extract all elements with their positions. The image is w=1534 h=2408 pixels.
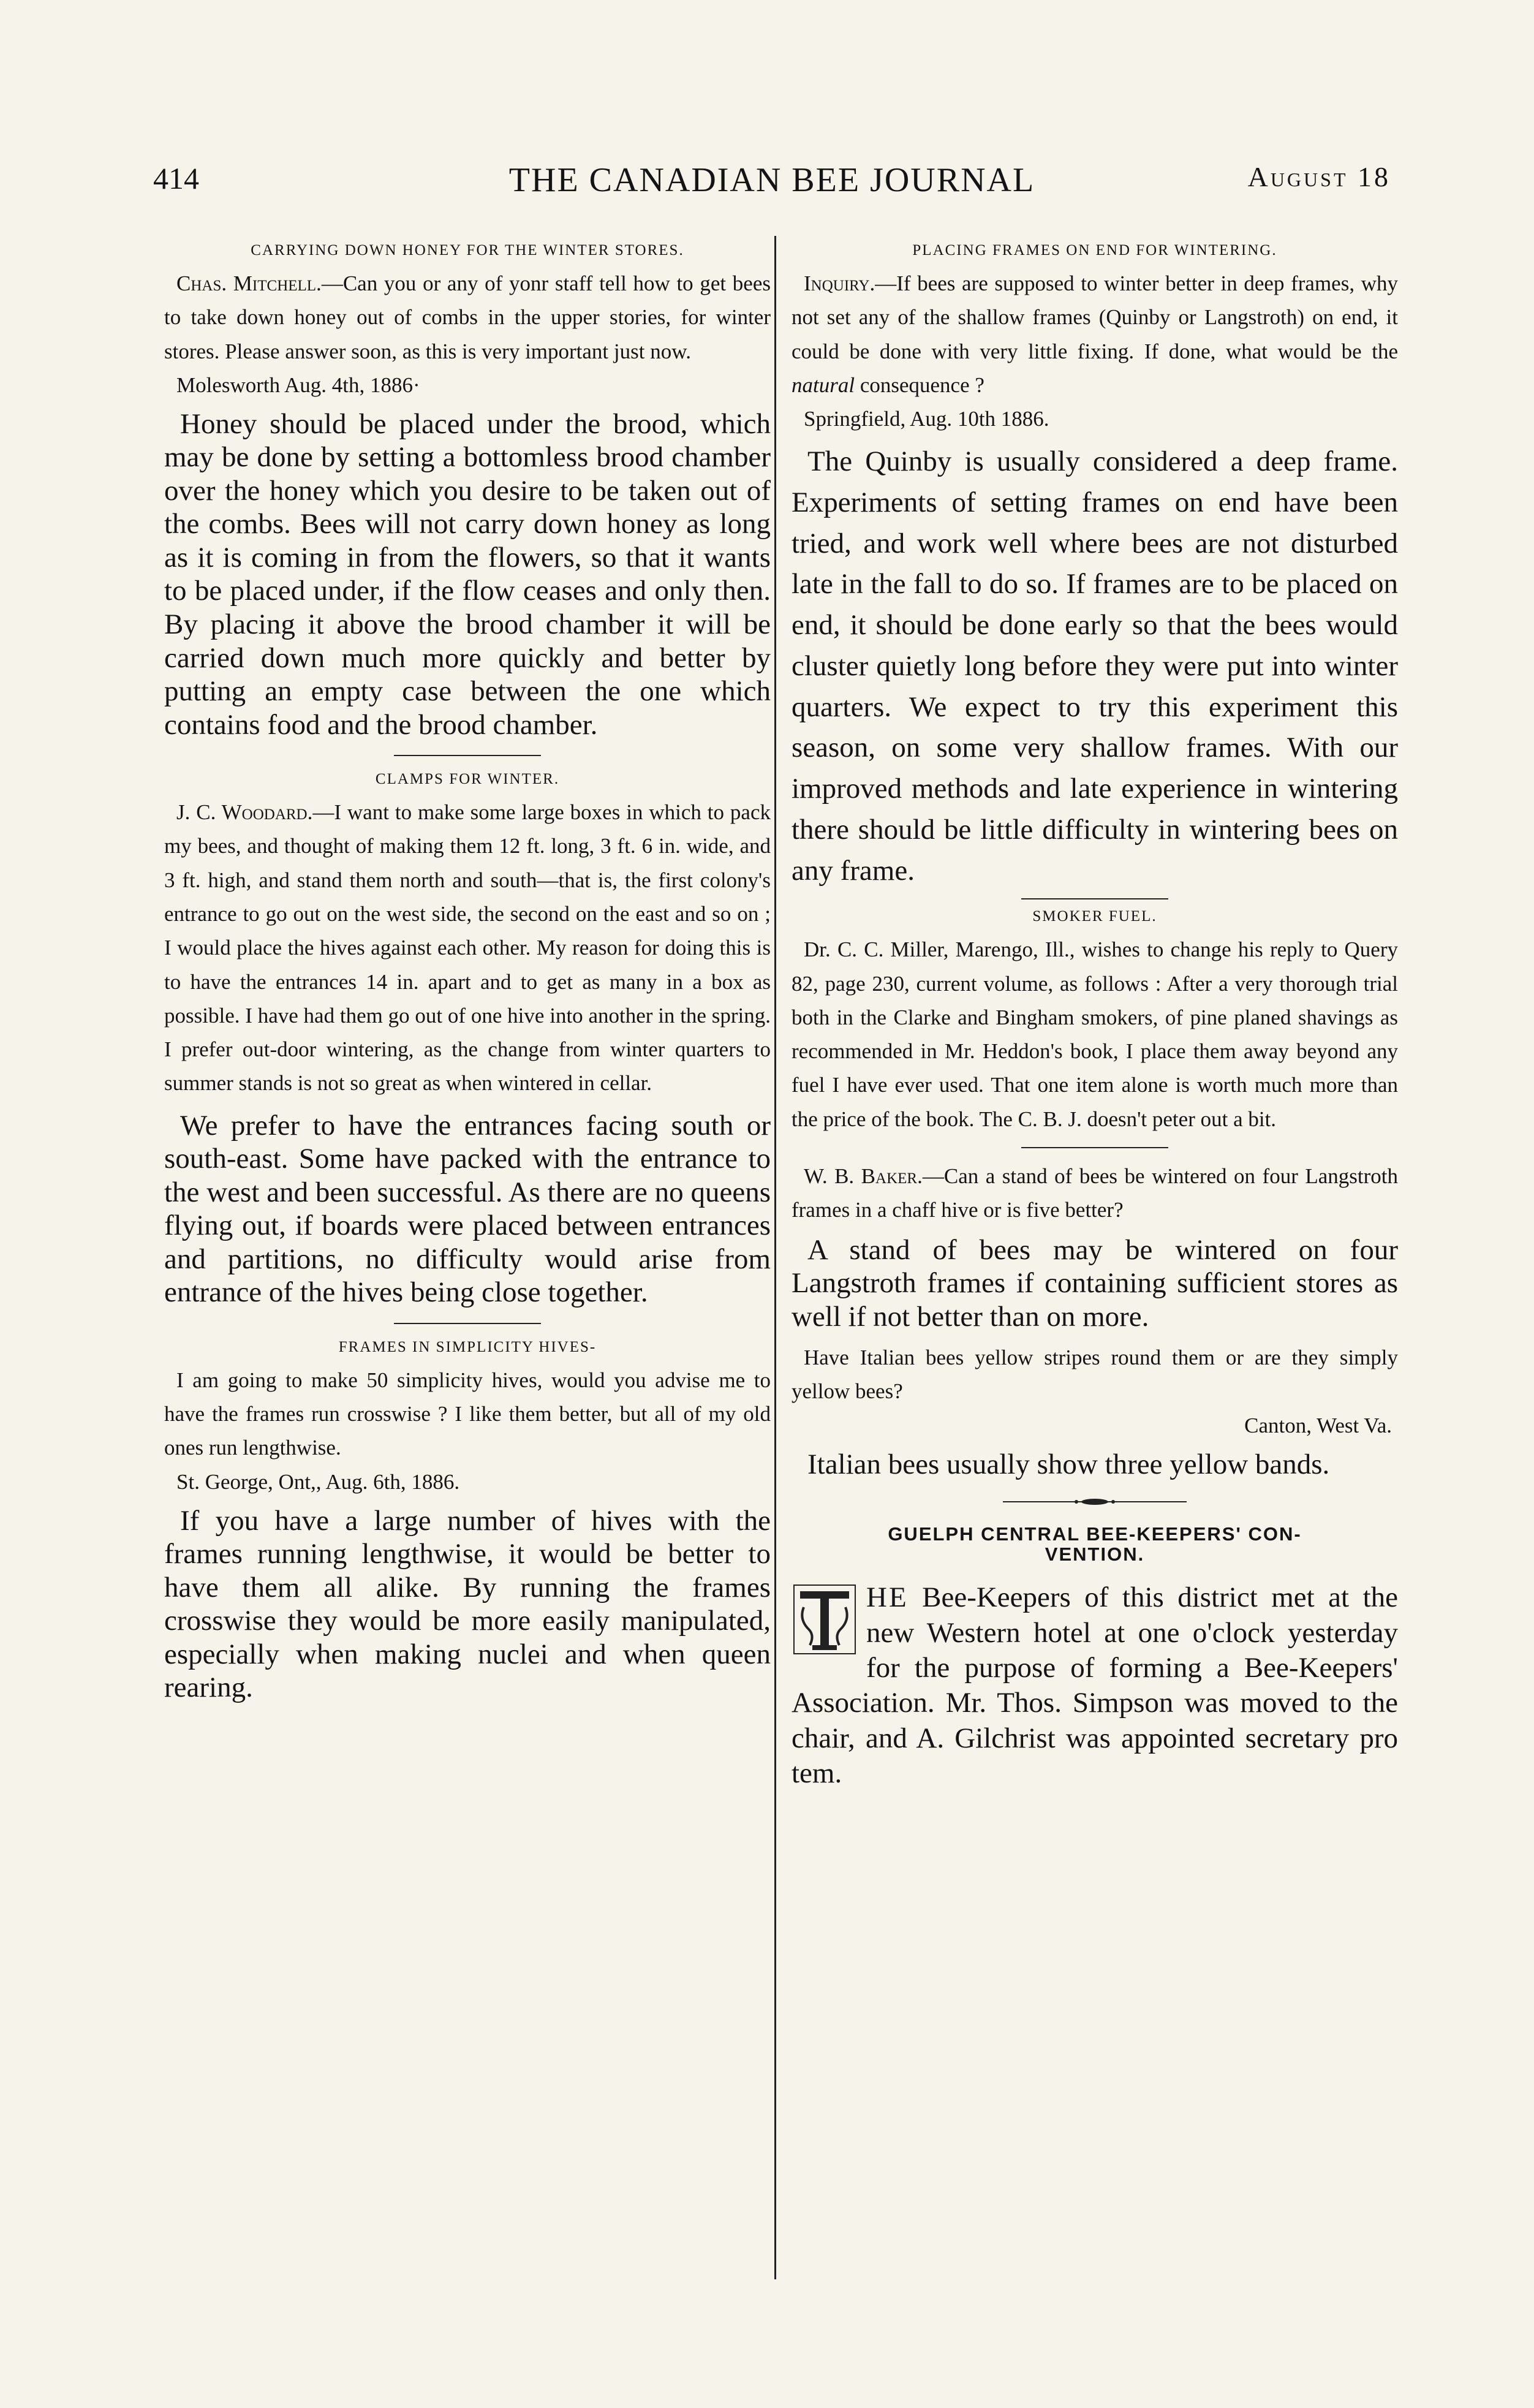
article-question	[164, 795, 771, 1100]
article-source: St. George, Ont,, Aug. 6th, 1886.	[176, 1469, 460, 1494]
article-source: Springfield, Aug. 10th 1886.	[804, 407, 1049, 431]
journal-title: THE CANADIAN BEE JOURNAL	[508, 161, 1035, 199]
article-answer: Italian bees usually show three yellow bands.	[807, 1448, 1330, 1480]
question-author: J. C. Woodard.	[176, 800, 313, 825]
article-question: I am going to make 50 simplicity hives, would you advise me to have the frames run crosswise ? I like them better, but all of my old ones run lengthwise.	[164, 1368, 771, 1460]
article-answer: If you have a large number of hives with the frames running lengthwise, it would be better to have them all alike. By running the frames crosswise they would be more easily manipulated, especially when making nuclei and when queen rearing.	[164, 1504, 771, 1704]
article-placing-frames	[792, 242, 1398, 891]
article-source: Canton, West Va.	[1244, 1413, 1392, 1437]
question-author: W. B. Baker.	[804, 1164, 923, 1189]
convention-text	[792, 1580, 1398, 1791]
left-column	[164, 242, 771, 1712]
section-separator	[1021, 898, 1168, 899]
article-smoker-fuel	[792, 908, 1398, 1136]
question-text-b: consequence ?	[855, 373, 984, 397]
dropcap-t-icon	[792, 1583, 858, 1656]
page-header	[153, 161, 1391, 216]
question-text-a: —If bees are supposed to winter better in deep frames, why not set any of the shallow frames (Quinby or Langstroth) on end, it could be done with very little fixing. If done, what would be the	[792, 271, 1398, 363]
question-text: —I want to make some large boxes in which to pack my bees, and thought of making them 12 ft. long, 3 ft. 6 in. wide, and 3 ft. high, and stand them north and south—that is, the first colony's entrance to go out on the west side, the second on the east and so on ; I would place the hives against each other. My reason for doing this is to have the entrances 14 in. apart and to get as many in a box as possible. I have had them go out of one hive into another in the spring. I prefer out-door wintering, as the change from winter quarters to summer stands is not so great as when wintered in cellar.	[164, 800, 771, 1096]
question-author: Inquiry.	[804, 271, 875, 295]
question-text: —Can you or any of yonr staff tell how to get bees to take down honey out of combs in the upper stories, for winter stores. Please answer soon, as this is very important just now.	[164, 271, 771, 363]
section-separator	[1021, 1147, 1168, 1148]
article-clamps	[164, 771, 771, 1309]
article-heading: FRAMES IN SIMPLICITY HIVES-	[338, 1338, 597, 1355]
article-heading: CARRYING DOWN HONEY FOR THE WINTER STORES.	[251, 242, 684, 259]
article-baker	[792, 1159, 1398, 1333]
convention-heading-line2: VENTION.	[1045, 1543, 1145, 1565]
article-italian-bees	[792, 1341, 1398, 1481]
convention-heading-line1: GUELPH CENTRAL BEE-KEEPERS' CON-	[888, 1523, 1302, 1545]
article-heading: PLACING FRAMES ON END FOR WINTERING.	[912, 242, 1277, 259]
question-text: —Can a stand of bees be wintered on four Langstroth frames in a chaff hive or is five better?	[792, 1164, 1398, 1222]
convention-heading	[792, 1524, 1398, 1564]
ornamental-separator	[792, 1497, 1398, 1510]
page-number: 414	[153, 161, 199, 195]
question-text-emphasis: natural	[792, 373, 855, 397]
article-heading: CLAMPS FOR WINTER.	[375, 771, 560, 788]
convention-body: Bee-Keepers of this district met at the new Western hotel at one o'clock yesterday for the purpose of forming a Bee-Keepers' Association. Mr. Thos. Simpson was moved to the chair, and A. Gilchrist was appointed secretary pro tem.	[792, 1581, 1398, 1790]
convention-article	[792, 1580, 1398, 1791]
article-answer: The Quinby is usually considered a deep frame. Experiments of setting frames on end have been tried, and work well where bees are not disturbed late in the fall to do so. If frames are to be placed on end, it should be done early so that the bees would cluster quietly long before they were put into winter quarters. We expect to try this experiment this season, on some very shallow frames. With our improved methods and late experience in wintering there should be little difficulty in wintering bees on any frame.	[792, 445, 1398, 887]
right-column	[792, 242, 1398, 1791]
article-simplicity-hives	[164, 1339, 771, 1705]
article-carrying-honey	[164, 242, 771, 741]
column-divider	[774, 236, 776, 2279]
article-question	[792, 1159, 1398, 1227]
article-source: Molesworth Aug. 4th, 1886·	[176, 373, 420, 397]
article-question	[164, 267, 771, 368]
article-answer: A stand of bees may be wintered on four Langstroth frames if containing sufficient stores as well if not better than on more.	[792, 1233, 1398, 1333]
ornament-rule-icon	[1003, 1497, 1187, 1507]
section-separator	[394, 755, 541, 756]
article-answer: We prefer to have the entrances facing south or south-east. Some have packed with the entrance to the west and been successful. As there are no queens flying out, if boards were placed between entrances and partitions, no difficulty would arise from entrance of the hives being close together.	[164, 1109, 771, 1309]
article-text: Dr. C. C. Miller, Marengo, Ill., wishes to change his reply to Query 82, page 230, current volume, as follows : After a very thorough trial both in the Clarke and Bingham smokers, of pine planed shavings as recommended in Mr. Heddon's book, I place them away beyond any fuel I have ever used. That one item alone is worth much more than the price of the book. The C. B. J. doesn't peter out a bit.	[792, 937, 1398, 1131]
convention-first-word: HE	[866, 1581, 909, 1614]
article-answer: Honey should be placed under the brood, which may be done by setting a bottomless brood chamber over the honey which you desire to be taken out of the combs. Bees will not carry down honey as long as it is coming in from the flowers, so that it wants to be placed under, if the flow ceases and only then. By placing it above the brood chamber it will be carried down much more quickly and better by putting an empty case between the one which contains food and the brood chamber.	[164, 407, 771, 741]
article-question: Have Italian bees yellow stripes round them or are they simply yellow bees?	[792, 1346, 1398, 1404]
article-heading: SMOKER FUEL.	[1032, 908, 1157, 925]
article-question	[792, 267, 1398, 402]
question-author: Chas. Mitchell.	[176, 271, 322, 295]
issue-date: August 18	[1247, 161, 1391, 192]
section-separator	[394, 1323, 541, 1324]
